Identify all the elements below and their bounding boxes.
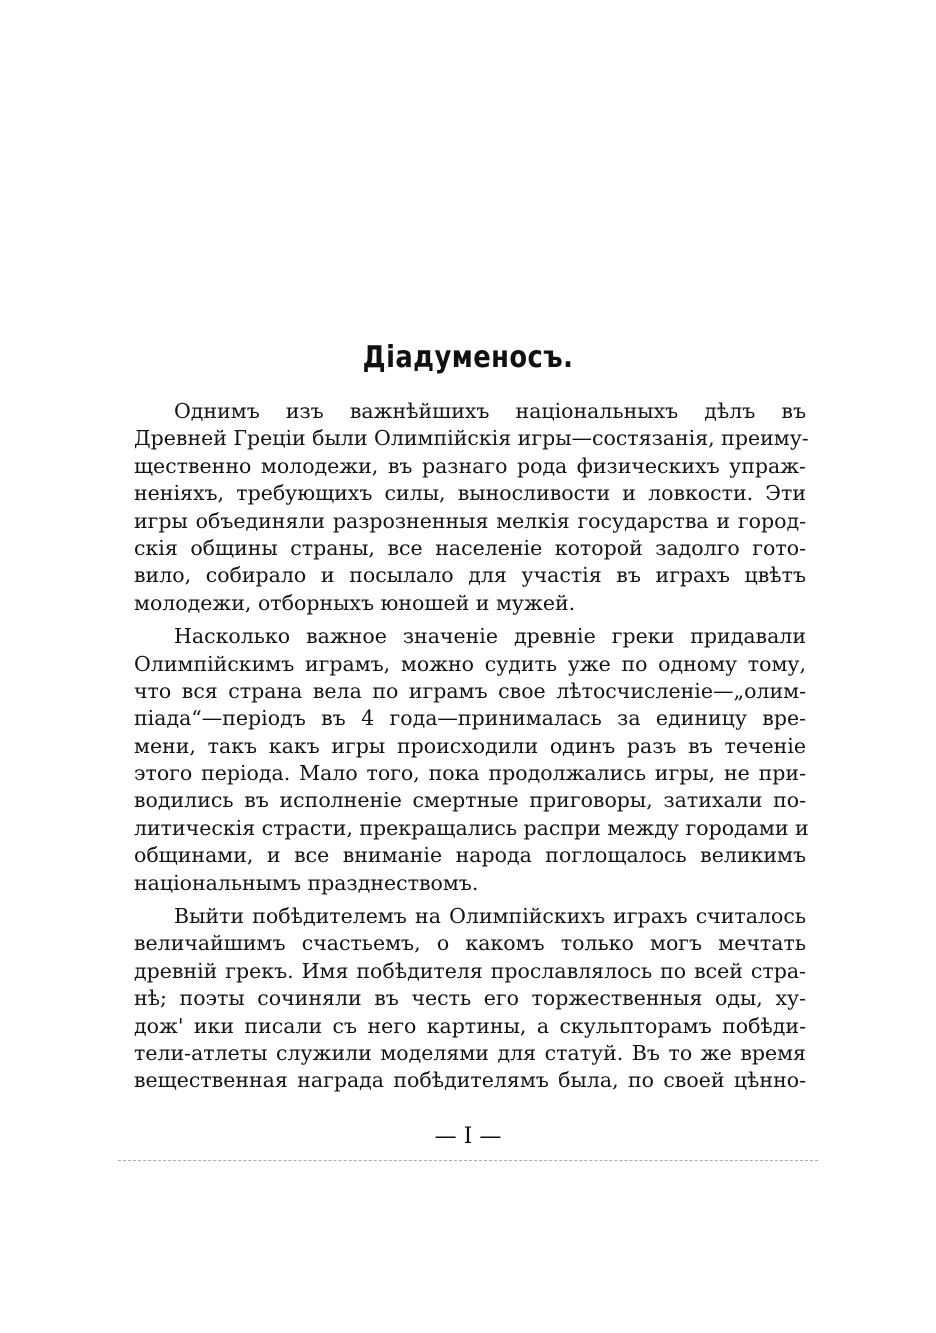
paragraph-3 <box>134 903 806 1095</box>
paragraph-2 <box>134 623 809 897</box>
text-line: тели-атлеты служили моделями для статуй. Въ то же время <box>134 1040 806 1065</box>
page-title: Діадуменосъ. <box>362 340 574 375</box>
text-line: неніяхъ, требующихъ силы, выносливости и ловкости. Эти <box>134 481 806 506</box>
text-line: литическія страсти, прекращались распри между городами и <box>134 815 809 840</box>
text-line: величайшимъ счастьемъ, о какомъ только могъ мечтать <box>134 931 806 956</box>
text-line: національнымъ празднествомъ. <box>134 870 479 895</box>
text-line: древній грекъ. Имя побѣдителя прославлялось по всей стра- <box>134 958 806 983</box>
text-line: щественно молодежи, въ разнаго рода физическихъ упраж- <box>134 453 806 478</box>
text-line: этого періода. Мало того, пока продолжались игры, не при- <box>134 761 806 786</box>
text-line: Олимпійскимъ играмъ, можно судить уже по одному тому, <box>134 651 806 676</box>
text-line: Выйти побѣдителемъ на Олимпійскихъ играхъ считалось <box>174 904 806 929</box>
text-line: мени, такъ какъ игры происходили одинъ разъ въ теченіе <box>134 733 806 758</box>
text-line: скія общины страны, все населеніе которой задолго гото- <box>134 535 806 560</box>
paragraph-1 <box>134 398 809 617</box>
page-number: — I — <box>434 1124 502 1149</box>
text-line: піада“—періодъ въ 4 года—принималась за единицу вре- <box>134 706 806 731</box>
body-text <box>134 398 809 1101</box>
text-line: Однимъ изъ важнѣйшихъ національныхъ дѣлъ въ <box>174 399 806 423</box>
text-line: что вся страна вела по играмъ свое лѣтосчисленіе—„олим- <box>134 678 806 703</box>
text-line: вило, собирало и посылало для участія въ играхъ цвѣтъ <box>134 563 806 588</box>
text-line: Насколько важное значеніе древніе греки придавали <box>174 624 806 649</box>
text-line: вещественная награда побѣдителямъ была, по своей цѣнно- <box>134 1068 806 1093</box>
footer-rule <box>118 1160 818 1161</box>
text-line: общинами, и все вниманіе народа поглощалось великимъ <box>134 843 806 868</box>
text-line: молодежи, отборныхъ юношей и мужей. <box>134 590 576 615</box>
text-line: нѣ; поэты сочиняли въ честь его торжественныя оды, ху- <box>134 986 806 1011</box>
text-line: водились въ исполненіе смертные приговоры, затихали по- <box>134 788 806 813</box>
text-line: дож' ики писали съ него картины, а скульпторамъ побѣди- <box>134 1013 806 1038</box>
text-line: Древней Греціи были Олимпійскія игры—состязанія, преиму- <box>134 426 809 451</box>
text-line: игры объединяли разрозненныя мелкія государства и город- <box>134 508 806 533</box>
